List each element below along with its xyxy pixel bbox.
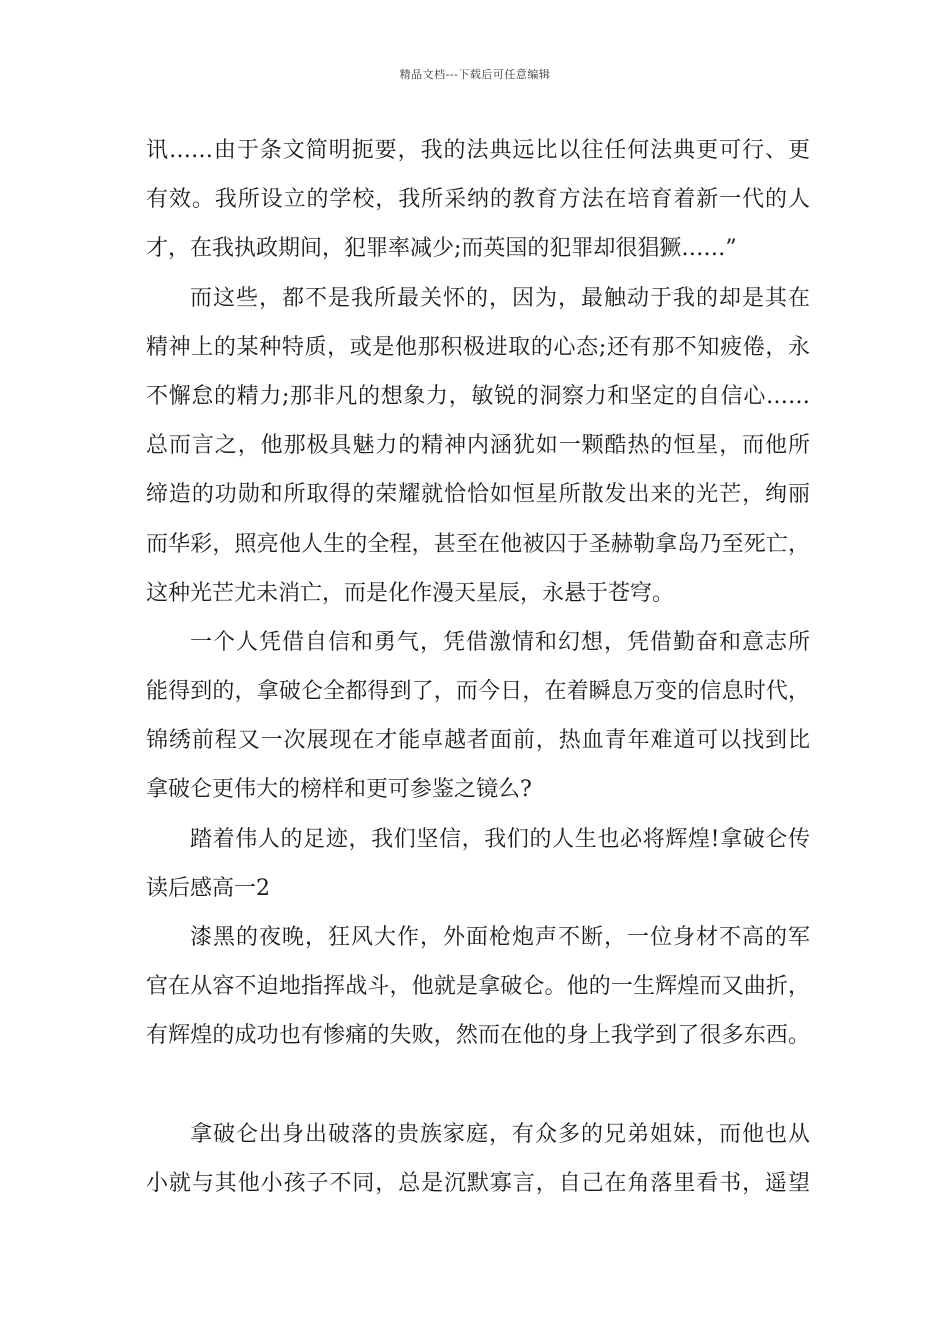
text-line: 而华彩，照亮他人生的全程，甚至在他被囚于圣赫勒拿岛乃至死亡，: [146, 531, 810, 557]
text-line: 总而言之，他那极具魅力的精神内涵犹如一颗酷热的恒星，而他所: [146, 433, 810, 459]
text-line: 锦绣前程又一次展现在才能卓越者面前，热血青年难道可以找到比: [146, 728, 810, 754]
text-line: 有辉煌的成功也有惨痛的失败，然而在他的身上我学到了很多东西。: [146, 1023, 810, 1049]
text-line: 小就与其他小孩子不同，总是沉默寡言，自己在角落里看书，遥望: [146, 1170, 810, 1196]
text-line: 这种光芒尤未消亡，而是化作漫天星辰，永悬于苍穹。: [146, 580, 675, 606]
text-line: 踏着伟人的足迹，我们坚信，我们的人生也必将辉煌!拿破仑传: [190, 826, 810, 852]
text-line: 一个人凭借自信和勇气，凭借激情和幻想，凭借勤奋和意志所: [190, 629, 810, 655]
blank-line: [146, 1065, 810, 1114]
text-line: 不懈怠的精力;那非凡的想象力，敏锐的洞察力和坚定的自信心……: [146, 383, 810, 409]
text-line: 才，在我执政期间，犯罪率减少;而英国的犯罪却很猖獗……”: [146, 236, 737, 262]
text-line: 拿破仑出身出破落的贵族家庭，有众多的兄弟姐妹，而他也从: [190, 1121, 810, 1147]
text-line: 读后感高一2: [146, 875, 270, 901]
text-line: 拿破仑更伟大的榜样和更可参鉴之镜么?: [146, 777, 532, 803]
text-line: 有效。我所设立的学校，我所采纳的教育方法在培育着新一代的人: [146, 187, 810, 213]
text-line: 官在从容不迫地指挥战斗，他就是拿破仑。他的一生辉煌而又曲折，: [146, 974, 810, 1000]
text-line: 漆黑的夜晚，狂风大作，外面枪炮声不断，一位身材不高的军: [190, 925, 810, 950]
text-line: 能得到的，拿破仑全都得到了，而今日，在着瞬息万变的信息时代，: [146, 679, 810, 705]
text-line: 精神上的某种特质，或是他那积极进取的心态;还有那不知疲倦，永: [146, 334, 810, 360]
document-body: [146, 130, 810, 1212]
text-line: 而这些，都不是我所最关怀的，因为，最触动于我的却是其在: [190, 285, 810, 311]
text-line: 讯……由于条文简明扼要，我的法典远比以往任何法典更可行、更: [146, 138, 810, 163]
text-line: 缔造的功勋和所取得的荣耀就恰恰如恒星所散发出来的光芒，绚丽: [146, 482, 810, 508]
page-header: 精品文档---下载后可任意编辑: [399, 68, 551, 81]
